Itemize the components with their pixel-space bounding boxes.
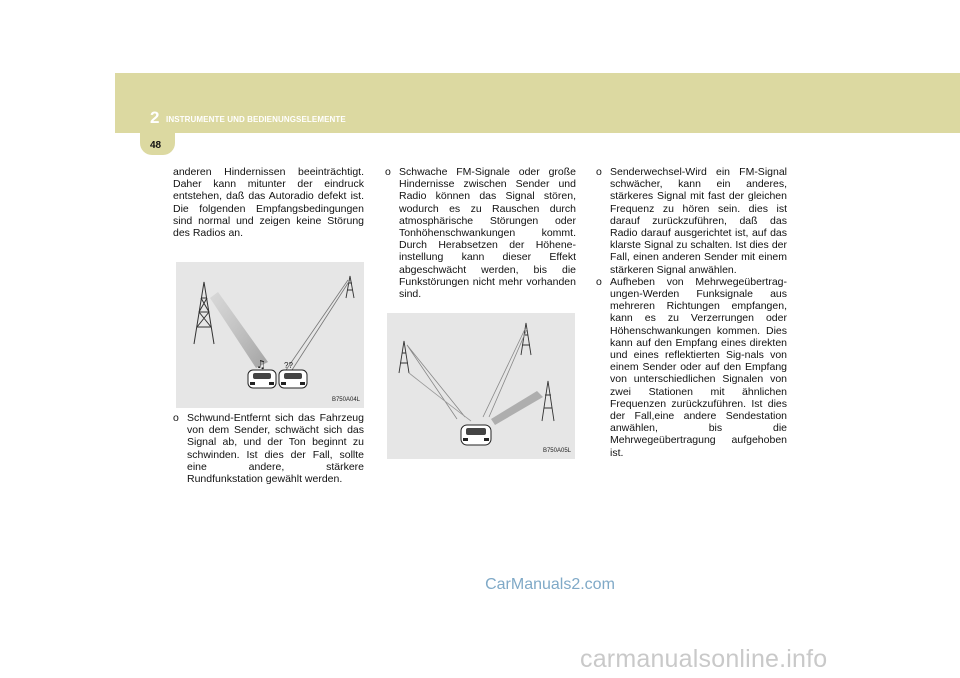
- intro-paragraph: anderen Hindernissen beeinträchtigt. Daher kann mitunter der eindruck entstehen, daß das Autoradio defekt ist. Die folgenden Empfangsbedingungen sind normal und zeigen keine Störung des Radios an.: [173, 166, 364, 240]
- list-item: [596, 276, 787, 459]
- chapter-number: 2: [150, 108, 160, 127]
- svg-text:♫: ♫: [256, 358, 266, 371]
- radio-tower-right: [346, 276, 354, 298]
- chapter-title: INSTRUMENTE UND BEDIENUNGSELEMENTE: [166, 115, 346, 124]
- column-3: [596, 166, 787, 459]
- bullet-text: Aufheben von Mehrwegeübertrag-ungen-Werden Funksignale aus mehreren Richtungen empfangen, kann es zu Verzerrungen oder Höhenschwankungen kommen. Dies kann auf den Empfang eines direkten und eines reflektierten Sig-nals von einem Sender oder auf den Empfang von unterschiedlichen Signalen von zwei Stationen mit ähnlichen Frequenzen zurückzuführen. Ist dies der Fall,eine andere Sendestation anwählen, bis die Mehrwegeübertragung aufgehoben ist.: [610, 275, 787, 459]
- figure-code: B750A05L: [542, 448, 571, 454]
- fading-signal-beam: [210, 292, 268, 368]
- fading-illustration: [176, 262, 364, 408]
- list-item: [173, 412, 364, 485]
- svg-text:??: ??: [284, 361, 293, 370]
- car-icon: [248, 370, 276, 388]
- bullet-text: Schwache FM-Signale oder große Hindernisse zwischen Sender und Radio können das Signal stören, wodurch es zu Rauschen durch atmosphärische Störungen oder Tonhöhenschwankungen kommt. Durch Herabsetzen der Höhene-instellung kann dieser Effekt abgeschwächt werden, bis die Funkstörungen nicht mehr vorhanden sind.: [399, 166, 576, 301]
- figure-fading: [176, 262, 364, 408]
- column-1-bullets: [173, 412, 364, 485]
- list-item: [385, 166, 576, 300]
- bullet-text: Schwund-Entfernt sich das Fahrzeug von dem Sender, schwächt sich das Signal ab, und der Ton beginnt zu schwinden. Ist dies der Fall, sollte eine andere, stärkere Rundfunkstation gewählt werden.: [187, 412, 364, 486]
- column-1: [173, 166, 364, 239]
- figure-interference: [387, 313, 575, 459]
- bottom-watermark: carmanualsonline.info: [580, 645, 828, 673]
- bullet-mark: o: [596, 275, 602, 288]
- bullet-mark: o: [385, 166, 391, 178]
- page-number: 48: [150, 140, 162, 151]
- column-2: [385, 166, 576, 300]
- interference-signal-beam: [491, 391, 543, 425]
- header-band: [115, 73, 960, 133]
- radio-tower-left: [194, 282, 214, 344]
- list-item: [596, 166, 787, 276]
- car-icon: [279, 370, 307, 388]
- bullet-text: Senderwechsel-Wird ein FM-Signal schwächer, kann ein anderes, stärkeres Signal mit fast der gleichen Frequenz zu hören sein. dies ist darauf zurückzuführen, daß das Radio darauf ausgerichtet ist, auf das klarste Signal zu schalten. Ist dies der Fall, einen anderen Sender mit einem stärkeren Signal anwählen.: [610, 166, 787, 276]
- interference-illustration: [387, 313, 575, 459]
- bullet-mark: o: [173, 412, 179, 424]
- radio-tower-right: [542, 381, 554, 421]
- bullet-mark: o: [596, 166, 602, 178]
- car-icon: [461, 425, 491, 445]
- figure-code: B750A04L: [331, 397, 360, 403]
- footer-watermark[interactable]: CarManuals2.com: [485, 576, 615, 593]
